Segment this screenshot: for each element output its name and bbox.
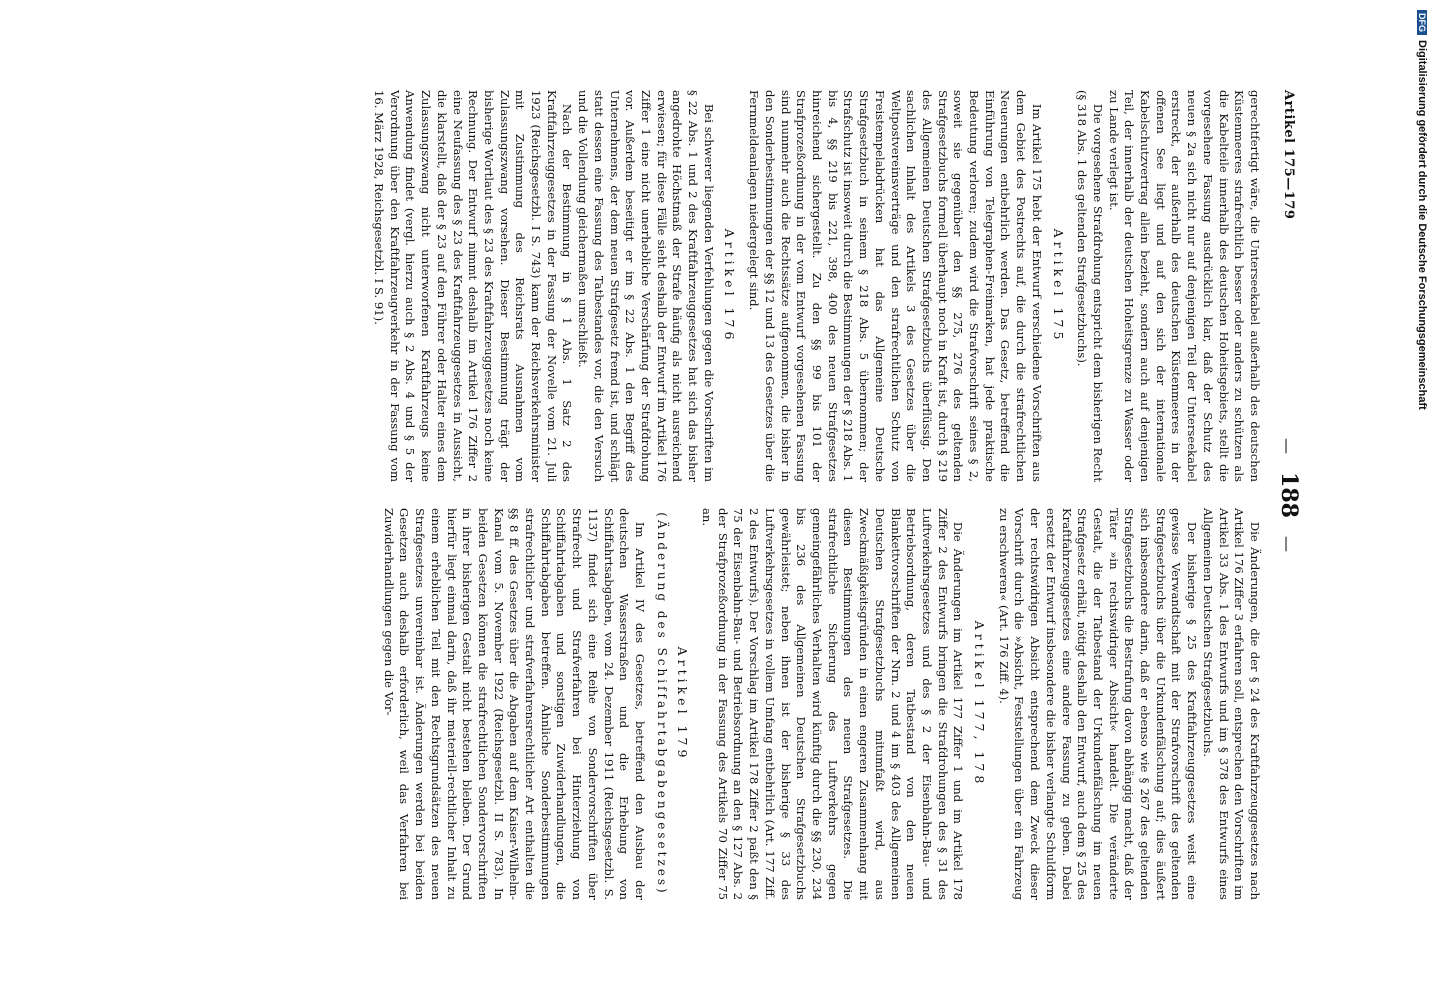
credit-line: Digitalisierung gefördert durch die Deutsche Forschungsgemeinschaft	[1416, 40, 1428, 410]
digitization-credit	[1412, 10, 1430, 990]
paragraph: Die Änderungen, die der § 24 des Kraftfahrzeuggesetzes nach Artikel 176 Ziffer 3 erfahren soll, entsprechen den Vorschriften im Artikel 33 Abs. 1 des Entwurfs und im § 378 des Entwurfs eines Allgemeinen Deutschen Strafgesetzbuchs.	[1200, 508, 1262, 900]
text-columns	[370, 90, 1262, 900]
article-heading-175: Artikel 175	[1050, 228, 1066, 344]
left-column	[370, 90, 1262, 482]
paragraph: gerechtfertigt wäre, die Unterseekabel außerhalb des deutschen Küstenmeeres strafrechtlich besser oder anders zu schützen als die Kabelteile innerhalb des deutschen Hoheitsgebiets, stellt die vorgesehene Fassung ausdrücklich klar, daß der Schutz des neuen § 2a sich nicht nur auf denjenigen Teil der Unterseekabel erstreckt, der außerhalb des deutschen Küstenmeeres in der offenen See liegt und auf den sich der internationale Kabelschutzvertrag allein bezieht, sondern auch auf denjenigen Teil, der innerhalb der deutschen Hoheitsgrenze zu Wasser oder zu Lande verlegt ist.	[1106, 90, 1262, 482]
paragraph: Nach der Bestimmung in § 1 Abs. 1 Satz 2 des Kraftfahrzeuggesetzes in der Fassung der Novelle vom 21. Juli 1923 (Reichsgesetzbl. I S. 743) kann der Reichsverkehrsminister mit Zustimmung des Reichsrats Ausnahmen vom Zulassungszwang vorsehen. Dieser Bestimmung trägt der bisherige Wortlaut des § 23 des Kraftfahrzeuggesetzes noch keine Rechnung. Der Entwurf nimmt deshalb im Artikel 176 Ziffer 2 eine Neufassung des § 23 des Kraftfahrzeuggesetzes in Aussicht, die klarstellt, daß der § 23 auf den Führer oder Halter eines dem Zulassungszwang nicht unterworfenen Kraftfahrzeugs keine Anwendung findet (vergl. hierzu auch § 2 Abs. 4 und § 5 der Verordnung über den Kraftfahrzeugverkehr in der Fassung vom 16. März 1928, Reichsgesetzbl. I S. 91).	[372, 90, 575, 482]
article-heading-179: Artikel 179	[675, 646, 691, 762]
paragraph: Der bisherige § 25 des Kraftfahrzeuggesetzes weist eine gewisse Verwandtschaft mit der Strafvorschrift des geltenden Strafgesetzbuchs über die Urkundenfälschung auf; dies äußert sich insbesondere darin, daß er ebenso wie § 267 des geltenden Strafgesetzbuchs die Bestrafung davon abhängig macht, daß der Täter »in rechtswidriger Absicht« handelt. Die veränderte Gestalt, die der Tatbestand der Urkundenfälschung im neuen Strafgesetz erhält, nötigt deshalb den Entwurf, auch dem § 25 des Kraftfahrzeuggesetzes eine andere Fassung zu geben. Dabei ersetzt der Entwurf insbesondere die bisher verlangte Schuldform der rechtswidrigen Absicht entsprechend dem Zweck dieser Vorschrift durch die »Absicht, Feststellungen über ein Fahrzeug zu erschweren« (Art. 176 Ziff. 4).	[996, 508, 1200, 900]
paragraph: Im Artikel IV des Gesetzes, betreffend den Ausbau der deutschen Wasserstraßen und die Erhebung von Schiffahrtsabgaben, vom 24. Dezember 1911 (Reichsgesetzbl. S. 1137) findet sich eine Reihe von Sondervorschriften über Strafrecht und Strafverfahren bei Hinterziehung von Schiffahrtabgaben und sonstigen Zuwiderhandlungen, die Schiffahrtabgaben betreffen. Ähnliche Sonderbestimmungen strafrechtlicher und strafverfahrensrechtlicher Art enthalten die §§ 8 ff. des Gesetzes über die Abgaben auf dem Kaiser-Wilhelm-Kanal vom 5. November 1922 (Reichsgesetzbl. II S. 783). In beiden Gesetzen können die strafrechtlichen Sondervorschriften in ihrer bisherigen Gestalt nicht bestehen bleiben. Der Grund hierfür liegt einmal darin, daß ihr materiell-rechtlicher Inhalt zu einem erheblichen Teil mit den Rechtsgrundsätzen des neuen Strafgesetzes unvereinbar ist. Änderungen werden bei beiden Gesetzen auch deshalb erforderlich, weil das Verfahren bei Zuwiderhandlungen gegen die Vor-	[381, 508, 647, 900]
page-number-line	[1276, 90, 1302, 900]
article-subheading-179: (Änderung des Schiffahrtabgabengesetzes)	[654, 512, 669, 896]
digitization-credit-text	[1410, 10, 1428, 970]
paragraph: Bei schwerer liegenden Verfehlungen gegen die Vorschriften im § 22 Abs. 1 und 2 des Kraftfahrzeuggesetzes hat sich das bisher angedrohte Höchstmaß der Strafe häufig als nicht ausreichend erwiesen; für diese Fälle sieht deshalb der Entwurf im Artikel 176 Ziffer 1 eine nicht unerhebliche Verschärfung der Strafdrohung vor. Außerdem beseitigt er im § 22 Abs. 1 den Begriff des Unternehmens, der dem neuen Strafgesetz fremd ist, und schlägt statt dessen eine Fassung des Tatbestandes vor, die den Versuch und die Vollendung gleichermaßen umschließt.	[576, 90, 716, 482]
article-heading-176: Artikel 176	[722, 228, 738, 344]
right-column	[370, 508, 1262, 900]
dfg-logo: DFG	[1417, 10, 1427, 35]
dash-left: —	[1278, 438, 1297, 455]
paragraph: Die Änderungen im Artikel 177 Ziffer 1 und im Artikel 178 Ziffer 2 des Entwurfs bringen die Strafdrohungen des § 31 des Luftverkehrsgesetzes und des § 2 der Eisenbahn-Bau- und Betriebsordnung, deren Tatbestand von den neuen Blankettvorschriften der Nrn. 2 und 4 im § 403 des Allgemeinen Deutschen Strafgesetzbuchs mitumfaßt wird, aus Zweckmäßigkeitsgründen in einen engeren Zusammenhang mit diesen Bestimmungen des neuen Strafgesetzes. Die strafrechtliche Sicherung des Luftverkehrs gegen gemeingefährliches Verhalten wird künftig durch die §§ 230, 234 bis 236 des Allgemeinen Deutschen Strafgesetzbuchs gewährleistet; neben ihnen ist der bisherige § 33 des Luftverkehrsgesetzes in vollem Umfang entbehrlich (Art. 177 Ziff. 2 des Entwurfs). Der Vorschlag im Artikel 178 Ziffer 2 paßt den § 75 der Eisenbahn-Bau- und Betriebsordnung an den § 127 Abs. 2 der Strafprozeßordnung in der Fassung des Artikels 70 Ziffer 75 an.	[700, 508, 966, 900]
paragraph: Die vorgesehene Strafdrohung entspricht dem bisherigen Recht (§ 318 Abs. 1 des geltenden Strafgesetzbuchs).	[1075, 90, 1105, 482]
paragraph: Im Artikel 175 hebt der Entwurf verschiedene Vorschriften aus dem Gebiet des Postrechts auf, die durch die strafrechtlichen Neuerungen entbehrlich werden. Das Gesetz, betreffend die Einführung von Telegraphen-Freimarken, hat jede praktische Bedeutung verloren; zudem wird die Strafvorschrift seines § 2, soweit sie gegenüber den §§ 275, 276 des geltenden Strafgesetzbuchs formell überhaupt noch in Kraft ist, durch § 219 des Allgemeinen Deutschen Strafgesetzbuchs überflüssig. Den sachlichen Inhalt des Artikels 3 des Gesetzes über die Weltpostvereinsverträge und den strafrechtlichen Schutz von Freistempelabdrücken hat das Allgemeine Deutsche Strafgesetzbuch in seinem § 218 Abs. 5 übernommen; der Strafschutz ist insoweit durch die Bestimmungen der § 218 Abs. 1 bis 4, §§ 219 bis 221, 398, 400 des neuen Strafgesetzes hinreichend sichergestellt. Zu den §§ 99 bis 101 der Strafprozeßordnung in der vom Entwurf vorgesehenen Fassung sind nunmehr auch die Rechtssätze aufgenommen, die bisher in den Sonderbestimmungen der §§ 12 und 13 des Gesetzes über die Fernmeldeanlagen niedergelegt sind.	[747, 90, 1044, 482]
dash-right: —	[1278, 535, 1297, 552]
page-number: 188	[1276, 472, 1302, 518]
section-range: Artikel 175—179	[1281, 90, 1296, 220]
article-heading-177-178: Artikel 177, 178	[972, 620, 988, 788]
document-page	[92, 80, 1302, 910]
running-head	[1262, 90, 1302, 900]
